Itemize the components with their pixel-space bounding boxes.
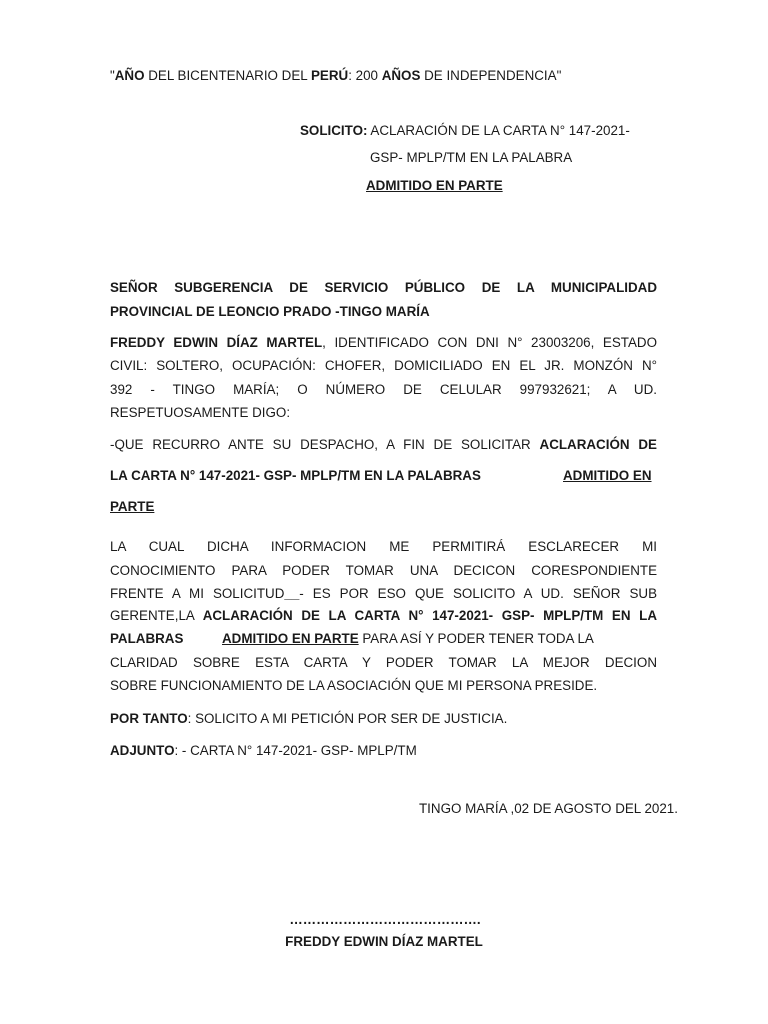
request-underline: ADMITIDO EN xyxy=(563,468,652,483)
request-line1 xyxy=(110,437,657,452)
body-line5a: PALABRAS xyxy=(110,631,184,646)
body-line4 xyxy=(110,608,657,623)
body-highlight: ACLARACIÓN DE LA CARTA N° 147-2021- GSP- MPLP/TM EN LA xyxy=(202,608,657,623)
request-text: -QUE RECURRO ANTE SU DESPACHO, A FIN DE SOLICITAR xyxy=(110,437,540,452)
solicito-line2: GSP- MPLP/TM EN LA PALABRA xyxy=(370,150,573,165)
intro-line3: 392 - TINGO MARÍA; O NÚMERO DE CELULAR 997932621; A UD. xyxy=(110,382,657,397)
header-word: DE INDEPENDENCIA" xyxy=(420,68,562,83)
signature-name: FREDDY EDWIN DÍAZ MARTEL xyxy=(285,934,483,949)
body-line6: CLARIDAD SOBRE ESTA CARTA Y PODER TOMAR LA MEJOR DECION xyxy=(110,655,657,670)
signature-dots: ……………………………………. xyxy=(289,912,481,927)
request-underline: PARTE xyxy=(110,499,155,514)
body-line2: CONOCIMIENTO PARA PODER TOMAR UNA DECICON CORESPONDIENTE xyxy=(110,563,657,578)
body-line3 xyxy=(110,586,657,601)
header-quote: " xyxy=(110,68,115,83)
header-motto xyxy=(110,68,561,83)
intro-line4: RESPETUOSAMENTE DIGO: xyxy=(110,405,291,420)
header-word: PERÚ xyxy=(310,68,349,83)
solicito-label: SOLICITO: xyxy=(300,123,368,138)
date-line: TINGO MARÍA ,02 DE AGOSTO DEL 2021. xyxy=(419,801,678,816)
body-text: FRENTE A MI SOLICITUD xyxy=(110,586,285,601)
body-line5b xyxy=(222,631,594,646)
header-word: : 200 xyxy=(348,68,382,83)
addressee-line1: SEÑOR SUBGERENCIA DE SERVICIO PÚBLICO DE LA MUNICIPALIDAD xyxy=(110,280,657,295)
solicito-line3 xyxy=(366,178,503,193)
por-tanto-text: : SOLICITO A MI PETICIÓN POR SER DE JUSTICIA. xyxy=(187,711,508,726)
body-underline: ADMITIDO EN PARTE xyxy=(222,631,359,646)
body-text: - ES POR ESO QUE SOLICITO A UD. SEÑOR SUB xyxy=(299,586,657,601)
por-tanto-line xyxy=(110,711,507,726)
body-blank: __ xyxy=(284,586,300,601)
header-word: DEL BICENTENARIO DEL xyxy=(144,68,311,83)
adjunto-line xyxy=(110,743,417,758)
request-line2a: LA CARTA N° 147-2021- GSP- MPLP/TM EN LA PALABRAS xyxy=(110,468,481,483)
addressee-line2: PROVINCIAL DE LEONCIO PRADO -TINGO MARÍA xyxy=(110,304,430,319)
request-highlight: ACLARACIÓN DE xyxy=(539,437,657,452)
request-line2b xyxy=(563,468,652,483)
header-word: AÑO xyxy=(114,68,145,83)
solicito-highlight: ADMITIDO EN PARTE xyxy=(366,178,503,193)
body-line7: SOBRE FUNCIONAMIENTO DE LA ASOCIACIÓN QUE MI PERSONA PRESIDE. xyxy=(110,678,598,693)
body-text: GERENTE,LA xyxy=(110,608,203,623)
intro-line1 xyxy=(110,335,657,350)
request-line3 xyxy=(110,499,154,514)
body-line1: LA CUAL DICHA INFORMACION ME PERMITIRÁ ESCLARECER MI xyxy=(110,539,657,554)
intro-line2: CIVIL: SOLTERO, OCUPACIÓN: CHOFER, DOMICILIADO EN EL JR. MONZÓN N° xyxy=(110,358,657,373)
intro-text: , IDENTIFICADO CON DNI N° 23003206, ESTADO xyxy=(322,335,657,350)
adjunto-text: : - CARTA N° 147-2021- GSP- MPLP/TM xyxy=(174,743,417,758)
solicito-line1 xyxy=(300,123,630,138)
solicito-text: ACLARACIÓN DE LA CARTA N° 147-2021- xyxy=(367,123,630,138)
body-text: PARA ASÍ Y PODER TENER TODA LA xyxy=(358,631,594,646)
header-word: AÑOS xyxy=(381,68,421,83)
por-tanto-label: POR TANTO xyxy=(110,711,188,726)
applicant-name: FREDDY EDWIN DÍAZ MARTEL xyxy=(110,335,323,350)
adjunto-label: ADJUNTO xyxy=(110,743,175,758)
